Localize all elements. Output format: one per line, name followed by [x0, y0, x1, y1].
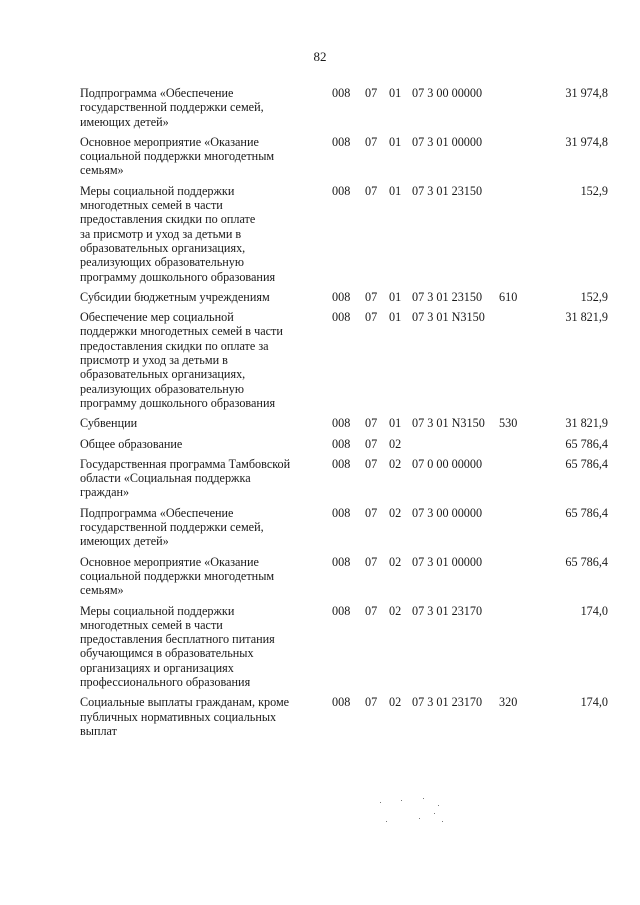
ministry-code: 008: [332, 603, 351, 618]
target-article-code: 07 3 01 23170: [412, 695, 483, 710]
amount: 65 786,4: [565, 554, 608, 569]
row-name-line: образовательных организациях,: [80, 367, 246, 382]
row-name-line: семьям»: [80, 163, 124, 178]
target-article-code: 07 3 01 N3150: [412, 310, 485, 325]
ministry-code: 008: [332, 554, 351, 569]
row-name-line: многодетных семей в части: [80, 617, 223, 632]
section-code: 07: [365, 695, 378, 710]
row-name-line: социальной поддержки многодетным: [80, 149, 275, 164]
ministry-code: 008: [332, 134, 351, 149]
section-code: 07: [365, 310, 378, 325]
row-name: [80, 290, 320, 304]
table-row: [80, 457, 608, 500]
page-number: 82: [313, 49, 327, 64]
row-name-line: Меры социальной поддержки: [80, 183, 235, 198]
subsection-code: 02: [389, 436, 402, 451]
row-name-line: Общее образование: [80, 436, 183, 451]
row-name-line: имеющих детей»: [80, 114, 169, 129]
row-name-line: многодетных семей в части: [80, 198, 223, 213]
target-article-code: 07 3 01 00000: [412, 134, 483, 149]
subsection-code: 02: [389, 456, 402, 471]
row-name-line: имеющих детей»: [80, 534, 169, 549]
row-name: [80, 457, 320, 500]
amount: 174,0: [580, 603, 608, 618]
subsection-code: 01: [389, 134, 402, 149]
target-article-code: 07 3 01 23150: [412, 289, 483, 304]
row-name-line: Подпрограмма «Обеспечение: [80, 505, 234, 520]
ministry-code: 008: [332, 289, 351, 304]
target-article-code: 07 3 01 N3150: [412, 416, 485, 431]
ministry-code: 008: [332, 505, 351, 520]
table-row: [80, 555, 608, 598]
subsection-code: 01: [389, 310, 402, 325]
subsection-code: 02: [389, 505, 402, 520]
row-name-line: Субсидии бюджетным учреждениям: [80, 289, 270, 304]
section-code: 07: [365, 416, 378, 431]
row-name: [80, 695, 320, 738]
section-code: 07: [365, 183, 378, 198]
row-name-line: предоставления бесплатного питания: [80, 632, 275, 647]
section-code: 07: [365, 456, 378, 471]
ministry-code: 008: [332, 183, 351, 198]
row-name-line: области «Социальная поддержка: [80, 471, 251, 486]
scan-specks: [375, 796, 455, 826]
section-code: 07: [365, 554, 378, 569]
table-row: [80, 437, 608, 451]
row-name-line: программу дошкольного образования: [80, 269, 276, 284]
row-name: [80, 555, 320, 598]
amount: 174,0: [580, 695, 608, 710]
section-code: 07: [365, 505, 378, 520]
row-name-line: выплат: [80, 723, 117, 738]
amount: 31 821,9: [565, 310, 608, 325]
amount: 65 786,4: [565, 436, 608, 451]
subsection-code: 02: [389, 603, 402, 618]
row-name: [80, 437, 320, 451]
row-name: [80, 135, 320, 178]
subsection-code: 02: [389, 554, 402, 569]
ministry-code: 008: [332, 456, 351, 471]
row-name: [80, 506, 320, 549]
section-code: 07: [365, 86, 378, 100]
target-article-code: 07 3 01 23170: [412, 603, 483, 618]
row-name-line: поддержки многодетных семей в части: [80, 324, 283, 339]
subsection-code: 01: [389, 183, 402, 198]
ministry-code: 008: [332, 695, 351, 710]
row-name-line: граждан»: [80, 485, 130, 500]
table-row: [80, 290, 608, 304]
row-name-line: Подпрограмма «Обеспечение: [80, 86, 234, 100]
table-row: [80, 135, 608, 178]
table-row: [80, 695, 608, 738]
subsection-code: 02: [389, 695, 402, 710]
expense-type-code: 530: [499, 416, 518, 431]
subsection-code: 01: [389, 289, 402, 304]
table-row: [80, 184, 608, 284]
section-code: 07: [365, 436, 378, 451]
row-name: [80, 310, 320, 410]
amount: 152,9: [580, 289, 608, 304]
table-row: [80, 604, 608, 690]
row-name-line: образовательных организациях,: [80, 240, 246, 255]
row-name-line: государственной поддержки семей,: [80, 100, 264, 115]
target-article-code: 07 3 00 00000: [412, 86, 483, 100]
row-name-line: семьям»: [80, 583, 124, 598]
target-article-code: 07 3 01 00000: [412, 554, 483, 569]
row-name-line: Основное мероприятие «Оказание: [80, 554, 259, 569]
amount: 65 786,4: [565, 456, 608, 471]
ministry-code: 008: [332, 310, 351, 325]
row-name-line: Субвенции: [80, 416, 138, 431]
row-name: [80, 86, 320, 129]
subsection-code: 01: [389, 416, 402, 431]
row-name-line: государственной поддержки семей,: [80, 520, 264, 535]
table-row: [80, 86, 608, 129]
target-article-code: 07 0 00 00000: [412, 456, 483, 471]
row-name-line: социальной поддержки многодетным: [80, 568, 275, 583]
amount: 31 974,8: [565, 86, 608, 100]
ministry-code: 008: [332, 86, 351, 100]
row-name-line: предоставления скидки по оплате: [80, 212, 256, 227]
row-name-line: Социальные выплаты гражданам, кроме: [80, 695, 290, 710]
row-name-line: Обеспечение мер социальной: [80, 310, 234, 325]
row-name-line: реализующих образовательную: [80, 255, 244, 270]
table-row: [80, 310, 608, 410]
row-name-line: Меры социальной поддержки: [80, 603, 235, 618]
row-name-line: Государственная программа Тамбовской: [80, 456, 291, 471]
section-code: 07: [365, 289, 378, 304]
row-name: [80, 416, 320, 430]
row-name-line: за присмотр и уход за детьми в: [80, 226, 242, 241]
row-name-line: программу дошкольного образования: [80, 395, 276, 410]
row-name-line: присмотр и уход за детьми в: [80, 353, 228, 368]
section-code: 07: [365, 134, 378, 149]
amount: 31 974,8: [565, 134, 608, 149]
table-row: [80, 506, 608, 549]
row-name-line: обучающимся в образовательных: [80, 646, 254, 661]
row-name: [80, 184, 320, 284]
subsection-code: 01: [389, 86, 402, 100]
ministry-code: 008: [332, 436, 351, 451]
budget-table: [80, 86, 608, 744]
table-row: [80, 416, 608, 430]
row-name-line: предоставления скидки по оплате за: [80, 338, 269, 353]
expense-type-code: 320: [499, 695, 518, 710]
row-name-line: публичных нормативных социальных: [80, 709, 277, 724]
amount: 152,9: [580, 183, 608, 198]
row-name-line: реализующих образовательную: [80, 381, 244, 396]
amount: 31 821,9: [565, 416, 608, 431]
row-name: [80, 604, 320, 690]
row-name-line: организациях и организациях: [80, 660, 234, 675]
target-article-code: 07 3 01 23150: [412, 183, 483, 198]
ministry-code: 008: [332, 416, 351, 431]
amount: 65 786,4: [565, 505, 608, 520]
target-article-code: 07 3 00 00000: [412, 505, 483, 520]
row-name-line: Основное мероприятие «Оказание: [80, 134, 259, 149]
row-name-line: профессионального образования: [80, 674, 251, 689]
expense-type-code: 610: [499, 289, 518, 304]
section-code: 07: [365, 603, 378, 618]
